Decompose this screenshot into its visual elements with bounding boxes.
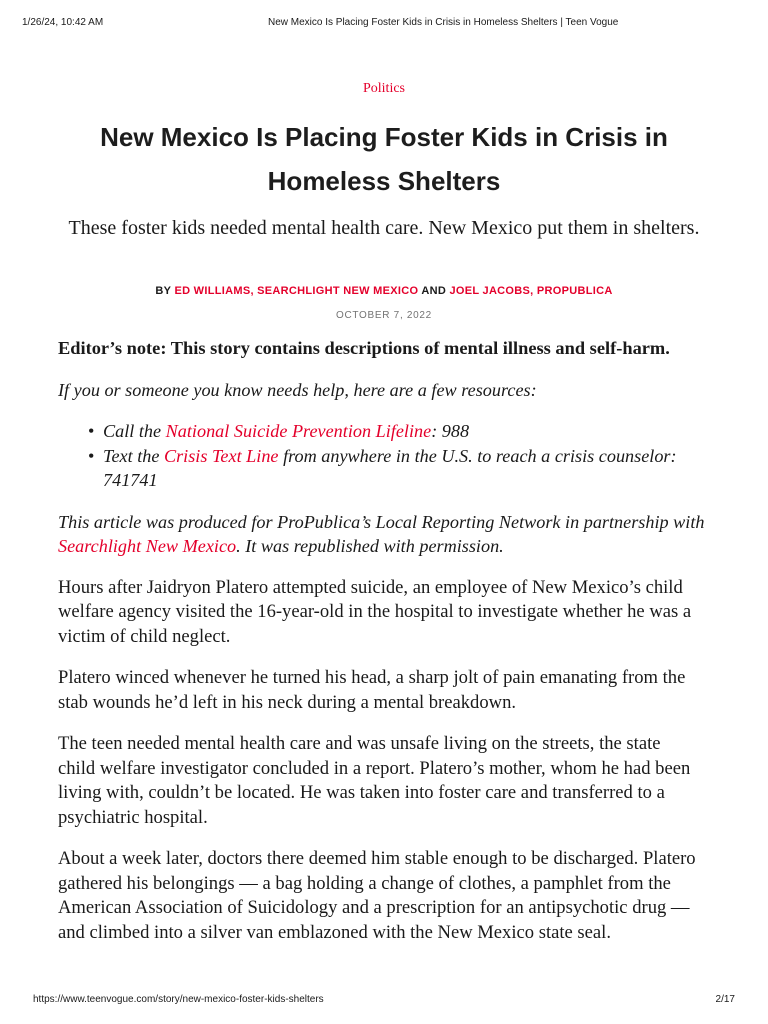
paragraph-line: and climbed into a silver van emblazoned with the New Mexico state seal.	[58, 921, 611, 943]
print-page-title: New Mexico Is Placing Foster Kids in Crisis in Homeless Shelters | Teen Vogue	[268, 17, 619, 28]
paragraph-line: About a week later, doctors there deemed him stable enough to be discharged. Platero	[58, 848, 696, 869]
resources-list	[58, 419, 718, 493]
body-paragraph	[58, 576, 718, 650]
bullet-icon	[88, 444, 94, 469]
resources-intro	[58, 378, 718, 403]
editors-note-text: Editor’s note: This story contains descriptions of mental illness and self-harm.	[58, 338, 670, 358]
resources-intro-text: If you or someone you know needs help, here are a few resources:	[58, 379, 537, 400]
body-paragraph	[58, 732, 718, 830]
resource-line-continuation: 741741	[103, 470, 158, 490]
resource-item-lifeline	[103, 419, 718, 444]
republish-note-line	[58, 534, 718, 559]
paragraph-line: The teen needed mental health care and was unsafe living on the streets, the state	[58, 733, 661, 754]
category-row	[0, 80, 768, 98]
editors-note	[58, 336, 718, 361]
author-link-joel-jacobs[interactable]: JOEL JACOBS, PROPUBLICA	[449, 285, 613, 297]
paragraph-line: child welfare investigator concluded in a report. Platero’s mother, whom he had been	[58, 757, 691, 779]
paragraph-line: living with, couldn’t be located. He was taken into foster care and transferred to a	[58, 782, 665, 803]
paragraph-line: Platero winced whenever he turned his head, a sharp jolt of pain emanating from the	[58, 667, 686, 688]
resource-item-crisis-text-line	[103, 444, 718, 493]
byline-prefix: BY	[155, 285, 172, 297]
body-paragraph	[58, 847, 718, 945]
searchlight-new-mexico-link[interactable]: Searchlight New Mexico	[58, 536, 237, 556]
byline	[0, 284, 768, 298]
article-body	[58, 336, 718, 962]
paragraph-line: psychiatric hospital.	[58, 806, 208, 828]
article-headline: New Mexico Is Placing Foster Kids in Crisis in Homeless Shelters	[100, 122, 668, 196]
suicide-prevention-lifeline-link[interactable]: National Suicide Prevention Lifeline	[165, 421, 432, 441]
body-paragraph	[58, 666, 718, 715]
resource-suffix: from anywhere in the U.S. to reach a crisis counselor:	[283, 445, 677, 466]
crisis-text-line-link[interactable]: Crisis Text Line	[163, 445, 279, 466]
resource-prefix: Text the	[103, 445, 160, 466]
resource-prefix: Call the	[103, 421, 162, 441]
print-datetime: 1/26/24, 10:42 AM	[22, 17, 104, 28]
byline-conjunction: AND	[421, 285, 447, 297]
paragraph-line: American Association of Suicidology and a prescription for an antipsychotic drug —	[58, 897, 690, 918]
republish-note	[58, 510, 718, 559]
print-url: https://www.teenvogue.com/story/new-mexico-foster-kids-shelters	[33, 994, 324, 1005]
article-dek: These foster kids needed mental health care. New Mexico put them in shelters.	[68, 217, 700, 239]
paragraph-line: victim of child neglect.	[58, 625, 231, 647]
republish-note-line: This article was produced for ProPublica’s Local Reporting Network in partnership with	[58, 511, 705, 532]
republish-note-suffix: . It was republished with permission.	[236, 536, 504, 556]
paragraph-line: gathered his belongings — a bag holding a change of clothes, a pamphlet from the	[58, 872, 671, 894]
paragraph-line: welfare agency visited the 16-year-old in the hospital to investigate whether he was a	[58, 601, 692, 622]
category-link[interactable]: Politics	[362, 81, 405, 96]
paragraph-line: Hours after Jaidryon Platero attempted suicide, an employee of New Mexico’s child	[58, 576, 683, 598]
resource-line	[103, 444, 718, 469]
print-page-number: 2/17	[715, 994, 735, 1005]
publish-date: OCTOBER 7, 2022	[336, 310, 432, 321]
bullet-icon	[88, 419, 94, 444]
resource-line	[103, 419, 718, 444]
resource-suffix: : 988	[431, 421, 470, 441]
paragraph-line: stab wounds he’d left in his neck during a mental breakdown.	[58, 691, 517, 713]
author-link-ed-williams[interactable]: ED WILLIAMS, SEARCHLIGHT NEW MEXICO	[174, 285, 419, 297]
